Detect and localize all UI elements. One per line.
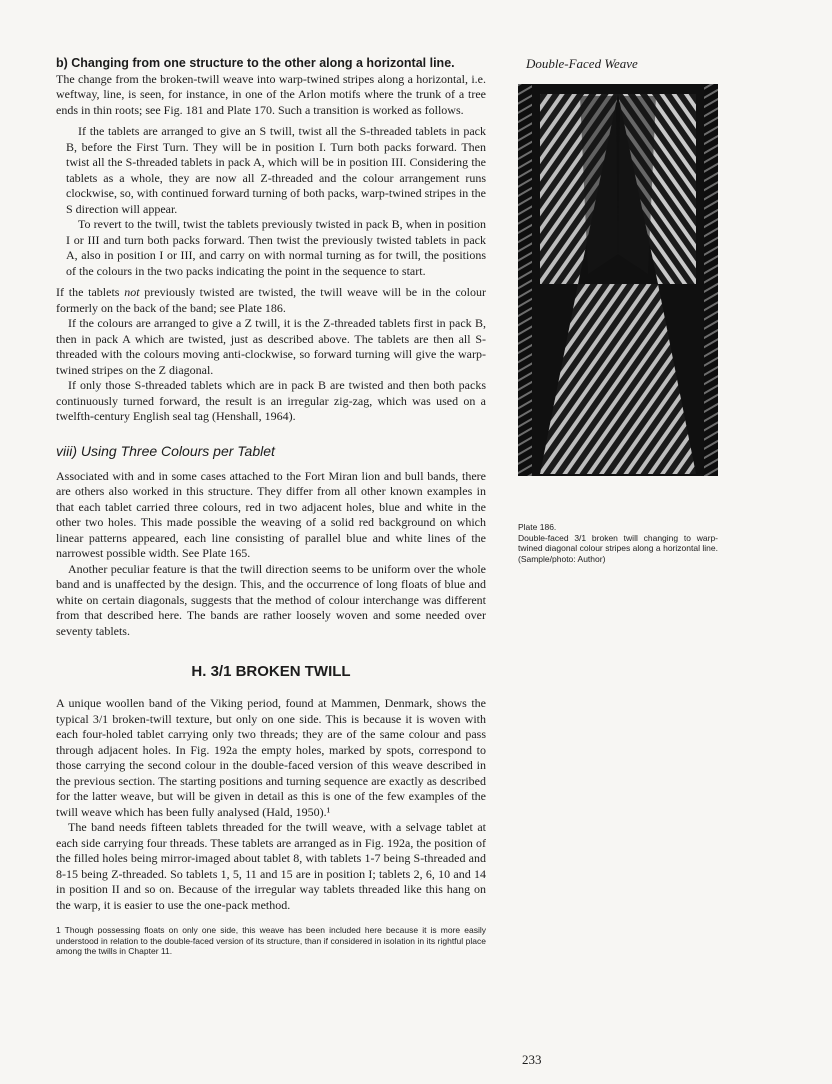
procedure-s-twill: If the tablets are arranged to give an S twill, twist all the S-threaded tablets in pack B, before the First Turn. They will be in position I. Turn both packs forward. Then twist all the S-threaded tablets in pack A, which will be in position III. Considering the tablets as a whole, they are now all Z-threaded and the colour arrangement runs clockwise, so, with continued forward turning of both packs, warp-twined stripes in the S direction will appear.: [66, 124, 486, 216]
paragraph-zigzag: If only those S-threaded tablets which are in pack B are twisted and then both packs continuously turned forward, the result is an irregular zig-zag, which was used on a twelfth-century English seal tag (Henshall, 1964).: [56, 378, 486, 423]
section-b-heading: b) Changing from one structure to the other along a horizontal line.: [56, 56, 455, 70]
section-h-p1: A unique woollen band of the Viking period, found at Mammen, Denmark, shows the typical 3/1 broken-twill texture, but only on one side. This is because it is woven with each four-holed tablet carrying only two threads; they are of the same colour and pass through adjacent holes. In Fig. 192a the empty holes, marked by spots, correspond to those carrying the second colour in the double-faced version of this weave described in the previous section. The starting positions and turning sequence are exactly as described for the latter weave, but will be given in detail as this is one of the few examples of the twill weave which has been fully analysed (Hald, 1950).¹: [56, 696, 486, 819]
footnote: 1 Though possessing floats on only one side, this weave has been included here because it is more easily understood in relation to the double-faced version of its structure, than if considered in isolation in its rightful place among the twills in Chapter 11.: [56, 925, 486, 956]
plate-186-image: [518, 84, 718, 476]
paragraph-not-twisted: If the tablets not previously twisted are twisted, the twill weave will be in the colour formerly on the back of the band; see Plate 186.: [56, 285, 486, 315]
woven-band-photo: [518, 84, 718, 476]
side-column: [518, 56, 718, 564]
procedure-revert: To revert to the twill, twist the tablets previously twisted in pack B, when in position I or III and turn both packs forward. Then twist the previously twisted tablets in pack A, also in position I or III, and carry on with normal turning as for twill, the positions of the colours in the two packs indicating the point in the sequence to start.: [66, 217, 486, 278]
main-column: [56, 56, 486, 957]
section-viii-heading: viii) Using Three Colours per Tablet: [56, 442, 275, 459]
section-h-heading: H. 3/1 BROKEN TWILL: [191, 663, 351, 680]
plate-caption: Plate 186. Double-faced 3/1 broken twill changing to warp-twined diagonal colour stripes along a horizontal line. (Sample/photo: Author): [518, 522, 718, 564]
section-viii-p1: Associated with and in some cases attached to the Fort Miran lion and bull bands, there are others also worked in this structure. They differ from all other known examples in that each tablet carried three colours, red in two adjacent holes, blue and white in the other two holes. This made possible the weaving of a solid red background on which linear patterns appeared, each line consisting of parallel blue and white lines of the narrowest possible width. See Plate 165.: [56, 468, 486, 560]
procedure-block: [66, 124, 486, 279]
section-viii-p2: Another peculiar feature is that the twill direction seems to be uniform over the whole band and is unaffected by the design. This, and the occurrence of long floats of blue and white on certain diagonals, suggests that the method of colour interchange was different from that described here. The bands are rather loosely woven and some needed over seventy tablets.: [56, 561, 486, 638]
section-h-p2: The band needs fifteen tablets threaded for the twill weave, with a selvage tablet at each side carrying four threads. These tablets are arranged as in Fig. 192a, the position of the filled holes being mirror-imaged about tablet 8, with tablets 1-7 being S-threaded and 8-15 being Z-threaded. So tablets 1, 5, 11 and 15 are in position I; tablets 2, 6, 10 and 14 in position II and so on. Because of the irregular way tablets threaded like this hang on the warp, it is easier to use the one-pack method.: [56, 820, 486, 912]
paragraph-z-twill: If the colours are arranged to give a Z twill, it is the Z-threaded tablets first in pack B, then in pack A which are twisted, just as described above. The tablets are then all S-threaded with the colours moving anti-clockwise, so forward turning will give the warp-twined stripes on the Z diagonal.: [56, 316, 486, 377]
page-number: 233: [522, 1052, 542, 1067]
running-head: Double-Faced Weave: [526, 56, 638, 71]
section-b-intro: The change from the broken-twill weave into warp-twined stripes along a horizontal, i.e. weftway, line, is seen, for instance, in one of the Arlon motifs where the trunk of a tree ends in thin roots; see Fig. 181 and Plate 170. Such a transition is worked as follows.: [56, 71, 486, 117]
